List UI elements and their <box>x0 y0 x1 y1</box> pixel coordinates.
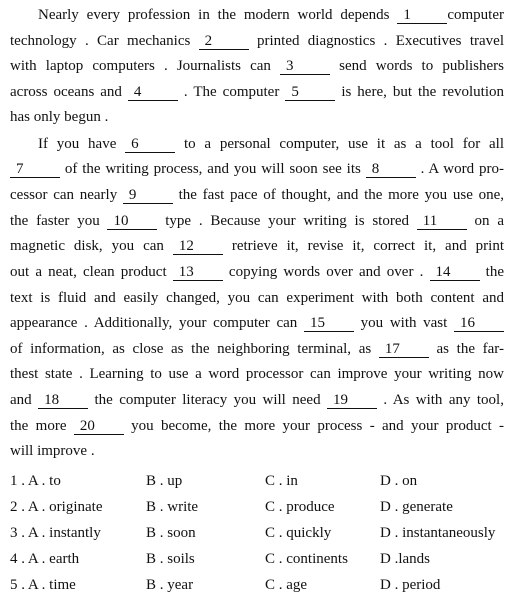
text-run: thest state . Learning to use a word processor can improve your writing now <box>10 366 504 382</box>
passage-line <box>10 364 504 384</box>
answer-blank: 6 <box>125 137 175 153</box>
text-run: on a <box>466 213 504 229</box>
option-b[interactable]: B . soils <box>146 551 195 567</box>
answer-blank: 17 <box>379 342 429 358</box>
text-run: with laptop computers . Journalists can <box>10 58 281 74</box>
option-row <box>10 575 510 601</box>
answer-blank: 1 <box>397 8 447 24</box>
passage-line <box>10 390 504 410</box>
text-run: type . Because your writing is stored <box>157 213 417 229</box>
passage-line <box>10 236 504 256</box>
text-run: has only begun . <box>10 109 109 125</box>
text-run: send words to publishers <box>330 58 504 74</box>
option-d[interactable]: D . on <box>380 473 418 489</box>
text-run: . As with any tool, <box>376 392 504 408</box>
answer-blank: 9 <box>123 188 173 204</box>
answer-blank: 5 <box>285 85 335 101</box>
text-run: printed diagnostics . Executives travel <box>248 33 504 49</box>
text-run: If you have <box>38 136 126 152</box>
passage-line <box>38 134 504 154</box>
text-run: the faster you <box>10 213 108 229</box>
option-row <box>10 497 510 523</box>
answer-blank: 20 <box>74 419 124 435</box>
passage-line <box>10 159 504 179</box>
option-b[interactable]: B . up <box>146 473 183 489</box>
text-run: the fast pace of thought, and the more you use one, <box>172 187 504 203</box>
text-run: . The computer <box>177 84 286 100</box>
text-run: of information, as close as the neighboring terminal, as <box>10 341 379 357</box>
text-run: cessor can nearly <box>10 187 123 203</box>
passage-line <box>10 441 504 461</box>
passage-line <box>10 56 504 76</box>
option-a[interactable]: 5 . A . time <box>10 577 76 593</box>
answer-blank: 2 <box>199 34 249 50</box>
passage-line <box>38 5 504 25</box>
passage-line <box>10 31 504 51</box>
option-d[interactable]: D . generate <box>380 499 453 515</box>
passage-line <box>10 339 504 359</box>
answer-blank: 15 <box>304 316 354 332</box>
option-c[interactable]: C . age <box>265 577 308 593</box>
passage-line <box>10 211 504 231</box>
option-b[interactable]: B . soon <box>146 525 196 541</box>
option-a[interactable]: 2 . A . originate <box>10 499 103 515</box>
option-row <box>10 471 510 497</box>
passage-line <box>10 185 504 205</box>
answer-blank: 18 <box>38 393 88 409</box>
text-run: across oceans and <box>10 84 128 100</box>
option-d[interactable]: D . instantaneously <box>380 525 496 541</box>
passage-line <box>10 288 504 308</box>
text-run: technology . Car mechanics <box>10 33 199 49</box>
option-d[interactable]: D . period <box>380 577 441 593</box>
answer-blank: 11 <box>417 214 467 230</box>
option-a[interactable]: 4 . A . earth <box>10 551 80 567</box>
text-run: appearance . Additionally, your computer can <box>10 315 304 331</box>
answer-blank: 3 <box>280 59 330 75</box>
text-run: and <box>10 392 39 408</box>
answer-blank: 14 <box>430 265 480 281</box>
passage-line <box>10 82 504 102</box>
option-c[interactable]: C . continents <box>265 551 348 567</box>
option-c[interactable]: C . quickly <box>265 525 332 541</box>
answer-blank: 12 <box>173 239 223 255</box>
text-run: Nearly every profession in the modern world depends <box>38 7 398 23</box>
text-run: text is fluid and easily changed, you can experiment with both content and <box>10 290 504 306</box>
text-run: as the far- <box>428 341 504 357</box>
text-run: computer <box>447 7 504 23</box>
text-run: the more <box>10 418 74 434</box>
text-run: you with vast <box>353 315 454 331</box>
answer-blank: 19 <box>327 393 377 409</box>
answer-blank: 10 <box>107 214 157 230</box>
option-b[interactable]: B . year <box>146 577 194 593</box>
answer-blank: 16 <box>454 316 504 332</box>
option-row <box>10 549 510 575</box>
passage-line <box>10 313 504 333</box>
option-row <box>10 523 510 549</box>
text-run: the <box>479 264 504 280</box>
answer-blank: 8 <box>366 162 416 178</box>
text-run: copying words over and over . <box>222 264 430 280</box>
answer-blank: 7 <box>10 162 60 178</box>
text-run: the computer literacy you will need <box>88 392 327 408</box>
text-run: will improve . <box>10 443 95 459</box>
text-run: you become, the more your process - and your product - <box>123 418 504 434</box>
option-b[interactable]: B . write <box>146 499 199 515</box>
option-a[interactable]: 3 . A . instantly <box>10 525 101 541</box>
passage-line <box>10 416 504 436</box>
answer-options <box>10 471 510 601</box>
text-run: of the writing process, and you will soon see its <box>60 161 366 177</box>
passage-line <box>10 262 504 282</box>
text-run: retrieve it, revise it, correct it, and print <box>222 238 504 254</box>
text-run: is here, but the revolution <box>335 84 504 100</box>
passage-line <box>10 107 504 127</box>
answer-blank: 4 <box>128 85 178 101</box>
text-run: to a personal computer, use it as a tool for all <box>175 136 504 152</box>
text-run: . A word pro- <box>415 161 505 177</box>
answer-blank: 13 <box>173 265 223 281</box>
option-a[interactable]: 1 . A . to <box>10 473 61 489</box>
text-run: out a neat, clean product <box>10 264 173 280</box>
option-c[interactable]: C . produce <box>265 499 335 515</box>
text-run: magnetic disk, you can <box>10 238 173 254</box>
option-c[interactable]: C . in <box>265 473 298 489</box>
option-d[interactable]: D .lands <box>380 551 430 567</box>
